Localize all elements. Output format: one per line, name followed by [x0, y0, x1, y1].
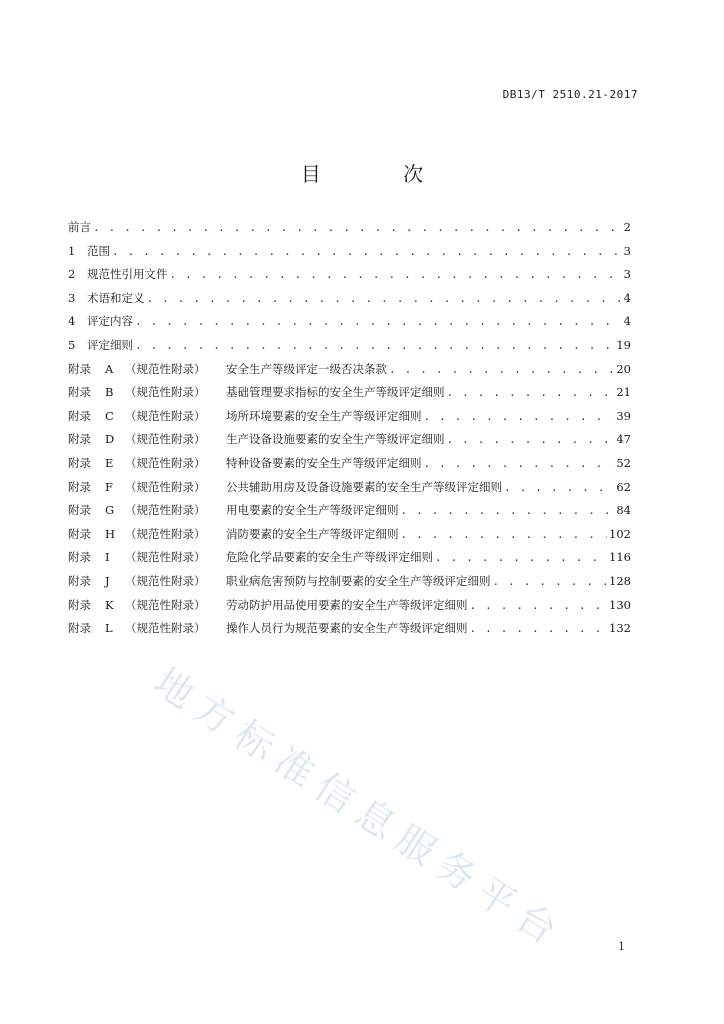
- dot-leader: [170, 267, 622, 283]
- toc-entry-label: 术语和定义: [87, 290, 145, 305]
- appendix-prefix: 附录: [68, 597, 91, 612]
- dot-leader: [135, 338, 614, 354]
- toc-entry[interactable]: [68, 243, 631, 267]
- appendix-letter: A: [105, 361, 114, 376]
- appendix-prefix: 附录: [68, 479, 91, 494]
- dot-leader: [401, 527, 608, 543]
- dot-leader: [135, 314, 621, 330]
- appendix-prefix: 附录: [68, 455, 91, 470]
- toc-entry-label: 场所环境要素的安全生产等级评定细则: [226, 408, 422, 423]
- appendix-letter: F: [105, 479, 113, 494]
- toc-entry-label: 基础管理要求指标的安全生产等级评定细则: [226, 385, 445, 400]
- appendix-letter: D: [105, 432, 115, 447]
- dot-leader: [493, 574, 608, 590]
- watermark: 地方标准信息服务平台: [146, 659, 573, 958]
- dot-leader: [447, 385, 615, 401]
- appendix-prefix: 附录: [68, 621, 91, 636]
- toc-entry-page: 21: [616, 385, 631, 400]
- toc-entry-label: 危险化学品要素的安全生产等级评定细则: [226, 550, 433, 565]
- toc-entry[interactable]: [68, 266, 631, 290]
- toc-entry-label: 评定内容: [87, 314, 133, 329]
- toc-entry-label: 安全生产等级评定一级否决条款: [226, 361, 387, 376]
- appendix-type: （规范性附录）: [125, 432, 206, 447]
- appendix-letter: C: [105, 408, 114, 423]
- toc-entry-label: 规范性引用文件: [87, 267, 168, 282]
- appendix-letter: G: [105, 503, 115, 518]
- toc-entry-page: 130: [609, 597, 631, 612]
- toc-entry-page: 39: [616, 408, 631, 423]
- dot-leader: [470, 621, 608, 637]
- toc-appendix-entry[interactable]: [68, 408, 631, 432]
- appendix-letter: B: [105, 385, 114, 400]
- toc-entry-label: 生产设备设施要素的安全生产等级评定细则: [226, 432, 445, 447]
- dot-leader: [435, 550, 607, 566]
- appendix-type: （规范性附录）: [125, 621, 206, 636]
- toc-entry-page: 102: [609, 526, 631, 541]
- toc-entry-page: 47: [616, 432, 631, 447]
- dot-leader: [504, 480, 614, 496]
- toc-entry-label: 评定细则: [87, 337, 133, 352]
- toc-appendix-entry[interactable]: [68, 620, 631, 644]
- toc-entry-number: 2: [68, 267, 76, 282]
- toc-entry[interactable]: [68, 290, 631, 314]
- toc-entry-page: 62: [616, 479, 631, 494]
- appendix-letter: E: [105, 455, 114, 470]
- toc-entry-page: 19: [616, 337, 631, 352]
- appendix-prefix: 附录: [68, 361, 91, 376]
- page-number: 1: [618, 940, 625, 953]
- toc-entry[interactable]: [68, 337, 631, 361]
- toc-entry-label: 前言: [68, 220, 91, 234]
- dot-leader: [424, 456, 615, 472]
- appendix-type: （规范性附录）: [125, 455, 206, 470]
- toc-entry-label: 劳动防护用品使用要素的安全生产等级评定细则: [226, 597, 468, 612]
- toc-entry-label: 用电要素的安全生产等级评定细则: [226, 503, 399, 518]
- appendix-type: （规范性附录）: [125, 361, 206, 376]
- dot-leader: [401, 503, 615, 519]
- toc-entry-page: 128: [609, 573, 631, 588]
- appendix-prefix: 附录: [68, 526, 91, 541]
- appendix-prefix: 附录: [68, 573, 91, 588]
- toc-appendix-entry[interactable]: [68, 455, 631, 479]
- dot-leader: [424, 409, 615, 425]
- toc-entry-label: 范围: [87, 243, 110, 258]
- appendix-prefix: 附录: [68, 385, 91, 400]
- page-title: 目 次: [300, 162, 462, 186]
- table-of-contents: [68, 219, 631, 644]
- dot-leader: [93, 220, 621, 236]
- toc-entry-page: 52: [616, 455, 631, 470]
- toc-entry-label: 职业病危害预防与控制要素的安全生产等级评定细则: [226, 573, 491, 588]
- appendix-type: （规范性附录）: [125, 526, 206, 541]
- toc-entry-page: 116: [609, 550, 631, 565]
- dot-leader: [470, 598, 608, 614]
- dot-leader: [447, 432, 615, 448]
- toc-entry-page: 2: [623, 220, 631, 234]
- toc-entry-page: 20: [616, 361, 631, 376]
- appendix-type: （规范性附录）: [125, 479, 206, 494]
- appendix-prefix: 附录: [68, 432, 91, 447]
- toc-entry-label: 操作人员行为规范要素的安全生产等级评定细则: [226, 621, 468, 636]
- dot-leader: [147, 291, 622, 307]
- toc-appendix-entry[interactable]: [68, 479, 631, 503]
- toc-entry-label: 公共辅助用房及设备设施要素的安全生产等级评定细则: [226, 479, 502, 494]
- toc-entry-page: 3: [623, 267, 631, 282]
- toc-entry-page: 132: [609, 621, 631, 636]
- toc-entry-number: 3: [68, 290, 76, 305]
- toc-entry-page: 3: [623, 243, 631, 258]
- toc-appendix-entry[interactable]: [68, 597, 631, 621]
- appendix-type: （规范性附录）: [125, 597, 206, 612]
- dot-leader: [389, 362, 614, 378]
- toc-entry[interactable]: [68, 219, 631, 243]
- appendix-letter: L: [105, 621, 113, 636]
- toc-entry-number: 5: [68, 337, 76, 352]
- appendix-prefix: 附录: [68, 503, 91, 518]
- toc-entry-page: 84: [616, 503, 631, 518]
- toc-appendix-entry[interactable]: [68, 502, 631, 526]
- appendix-prefix: 附录: [68, 408, 91, 423]
- toc-appendix-entry[interactable]: [68, 431, 631, 455]
- toc-appendix-entry[interactable]: [68, 361, 631, 385]
- toc-entry-label: 消防要素的安全生产等级评定细则: [226, 526, 399, 541]
- document-code: DB13/T 2510.21-2017: [502, 88, 638, 101]
- toc-appendix-entry[interactable]: [68, 526, 631, 550]
- toc-entry-number: 1: [68, 243, 76, 258]
- toc-entry-number: 4: [68, 314, 76, 329]
- toc-appendix-entry[interactable]: [68, 549, 631, 573]
- appendix-prefix: 附录: [68, 550, 91, 565]
- toc-entry-page: 4: [623, 314, 631, 329]
- appendix-type: （规范性附录）: [125, 408, 206, 423]
- toc-appendix-entry[interactable]: [68, 384, 631, 408]
- appendix-type: （规范性附录）: [125, 385, 206, 400]
- appendix-type: （规范性附录）: [125, 503, 206, 518]
- appendix-type: （规范性附录）: [125, 550, 206, 565]
- toc-entry[interactable]: [68, 313, 631, 337]
- appendix-letter: H: [105, 526, 116, 541]
- toc-entry-label: 特种设备要素的安全生产等级评定细则: [226, 455, 422, 470]
- appendix-letter: J: [105, 573, 110, 588]
- toc-appendix-entry[interactable]: [68, 573, 631, 597]
- toc-entry-page: 4: [623, 290, 631, 305]
- appendix-letter: K: [105, 597, 114, 612]
- appendix-letter: I: [105, 550, 110, 565]
- dot-leader: [112, 244, 621, 260]
- appendix-type: （规范性附录）: [125, 573, 206, 588]
